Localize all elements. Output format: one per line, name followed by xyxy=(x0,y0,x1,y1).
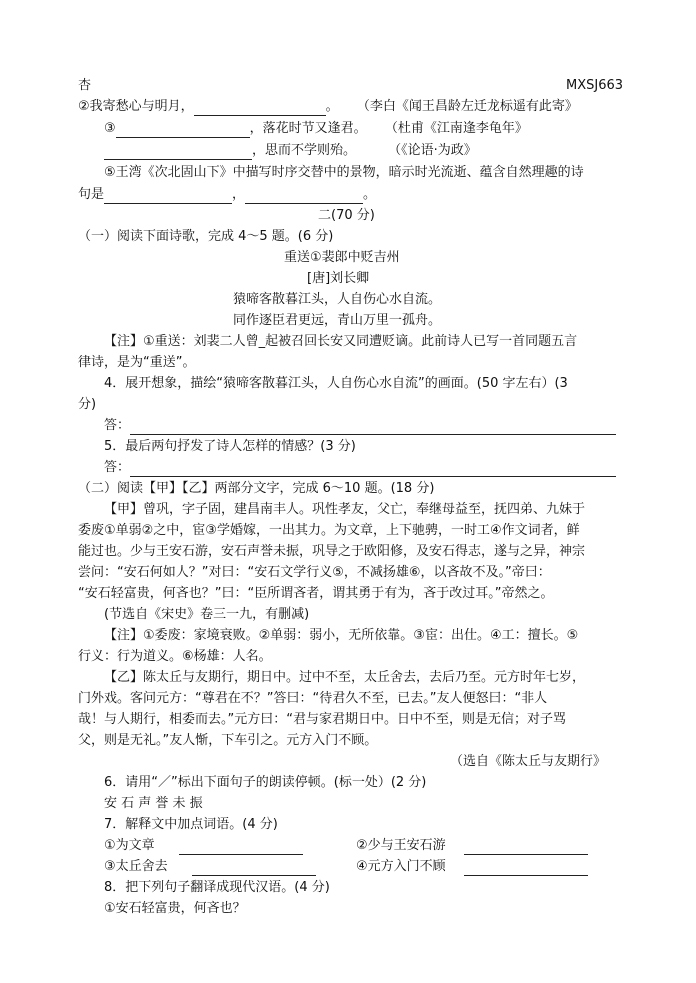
yi-line-2: 门外戏。客问元方：“尊君在不？”答曰：“待君久不至，已去。”友人便怒曰：“非人 xyxy=(78,691,548,706)
jia-line-5: “安石轻富贵，何吝也？”曰：“臣所谓吝者，谓其勇于有为，吝于改过耳。”帝然之。 xyxy=(78,586,554,601)
fill-question-5-line1: ⑤王湾《次北固山下》中描写时序交替中的景物，暗示时光流逝、蕴含自然理趣的诗 xyxy=(104,165,584,180)
yi-line-3: 哉！与人期行，相委而去。”元方曰：“君与家君期日中。日中不至，则是无信；对子骂 xyxy=(78,712,566,727)
poem-line-1: 猿啼客散暮江头，人自伤心水自流。 xyxy=(233,292,442,307)
fill-question-3 xyxy=(104,120,528,138)
question-7-item-3 xyxy=(104,858,316,876)
q2-suffix: 。 xyxy=(325,99,339,114)
question-5-answer-line[interactable] xyxy=(130,463,616,477)
yi-source: （选自《陈太丘与友期行》 xyxy=(450,754,607,769)
question-6: 6．请用“／”标出下面句子的朗读停顿。(标一处）(2 分) xyxy=(104,775,427,790)
q7-item-1-label: ①为文章 xyxy=(104,838,155,853)
q3-prefix: ③ xyxy=(104,121,116,136)
q4-blank[interactable] xyxy=(104,146,252,160)
q7-item-4-label: ④元方入门不顾 xyxy=(356,859,446,874)
q7-item-2-label: ②少与王安石游 xyxy=(356,838,446,853)
q3-blank[interactable] xyxy=(116,124,250,138)
question-7-item-4 xyxy=(356,858,588,876)
q5-blank-2[interactable] xyxy=(245,190,363,204)
fill-question-2 xyxy=(78,98,578,116)
yi-line-1: 【乙】陈太丘与友期行，期日中。过中不至，太丘舍去，去后乃至。元方时年七岁， xyxy=(104,670,586,685)
jia-line-2: 委废①单弱②之中，宦③学婚嫁，一出其力。为文章，上下驰骋，一时工④作文词者，鲜 xyxy=(78,523,580,538)
part-heading: 二(70 分) xyxy=(318,208,375,223)
q4-source: （《论语·为政》 xyxy=(388,143,477,158)
poem-note-line1: 【注】①重送：刘裴二人曾_起被召回长安又同遭贬谪。此前诗人已写一首同题五言 xyxy=(104,334,578,349)
question-4-line2: 分) xyxy=(78,397,97,412)
question-4-answer-line[interactable] xyxy=(130,421,616,435)
paper-code: MXSJ663 xyxy=(566,78,624,93)
q2-blank[interactable] xyxy=(194,102,326,116)
fill-question-4 xyxy=(104,142,477,160)
yi-line-4: 父，则是无礼。”友人惭，下车引之。元方入门不顾。 xyxy=(78,733,378,748)
header-left-char: 杏 xyxy=(78,78,92,93)
jia-note-line2: 行义：行为道义。⑥杨雄：人名。 xyxy=(78,649,272,664)
poem-note-line2: 律诗，是为“重送”。 xyxy=(78,355,196,370)
poem-line-2: 同作逐臣君更远，青山万里一孤舟。 xyxy=(233,313,442,328)
q5-sep: ， xyxy=(232,187,246,202)
section2-intro: （二）阅读【甲】【乙】两部分文字，完成 6～10 题。(18 分) xyxy=(78,481,435,496)
q3-suffix: ，落花时节又逢君。 xyxy=(249,121,367,136)
poem-title: 重送①裴郎中贬吉州 xyxy=(284,250,400,265)
q2-prefix: ②我寄愁心与明月， xyxy=(78,99,194,114)
question-6-sentence: 安 石 声 誉 未 振 xyxy=(104,796,203,811)
answer-label: 答： xyxy=(104,418,131,433)
question-5-answer xyxy=(104,459,616,477)
poem-author: [唐]刘长卿 xyxy=(307,271,370,286)
question-7-item-1 xyxy=(104,837,303,855)
jia-line-4: 尝问：“安石何如人？”对曰：“安石文学行义⑤，不减扬雄⑥，以吝故不及。”帝曰： xyxy=(78,565,551,580)
jia-source: (节选自《宋史》卷三一九，有删减) xyxy=(104,607,310,622)
q5-prefix: 句是 xyxy=(78,187,105,202)
q7-item-2-blank[interactable] xyxy=(464,841,588,855)
q7-item-4-blank[interactable] xyxy=(464,862,588,876)
question-4-line1: 4．展开想象，描绘“猿啼客散暮江头，人自伤心水自流”的画面。(50 字左右）(3 xyxy=(104,376,568,391)
jia-line-3: 能过也。少与王安石游，安石声誉未振，巩导之于欧阳修，及安石得志，遂与之异，神宗 xyxy=(78,544,586,559)
question-8: 8．把下列句子翻译成现代汉语。(4 分) xyxy=(104,880,330,895)
answer-label: 答： xyxy=(104,460,131,475)
q4-suffix: ，思而不学则殆。 xyxy=(252,143,357,158)
q3-source: （杜甫《江南逢李龟年》 xyxy=(384,121,528,136)
section1-intro: （一）阅读下面诗歌，完成 4～5 题。(6 分) xyxy=(78,229,334,244)
question-4-answer xyxy=(104,417,616,435)
q5-end: 。 xyxy=(363,187,377,202)
question-5: 5．最后两句抒发了诗人怎样的情感？(3 分) xyxy=(104,439,356,454)
question-8-item-1: ①安石轻富贵，何吝也？ xyxy=(104,901,246,916)
q7-item-1-blank[interactable] xyxy=(179,841,303,855)
q7-item-3-blank[interactable] xyxy=(192,862,316,876)
question-7: 7．解释文中加点词语。(4 分) xyxy=(104,817,278,832)
q2-source: （李白《闻王昌龄左迁龙标遥有此寄》 xyxy=(356,99,578,114)
question-7-item-2 xyxy=(356,837,588,855)
jia-line-1: 【甲】曾巩，字子固，建昌南丰人。巩性孝友，父亡，奉继母益至，抚四弟、九妹于 xyxy=(104,502,586,517)
jia-note-line1: 【注】①委废：家境衰败。②单弱：弱小，无所依靠。③宦：出仕。④工：擅长。⑤ xyxy=(104,628,579,643)
q5-blank-1[interactable] xyxy=(104,190,232,204)
q7-item-3-label: ③太丘舍去 xyxy=(104,859,168,874)
fill-question-5-line2 xyxy=(78,186,376,204)
